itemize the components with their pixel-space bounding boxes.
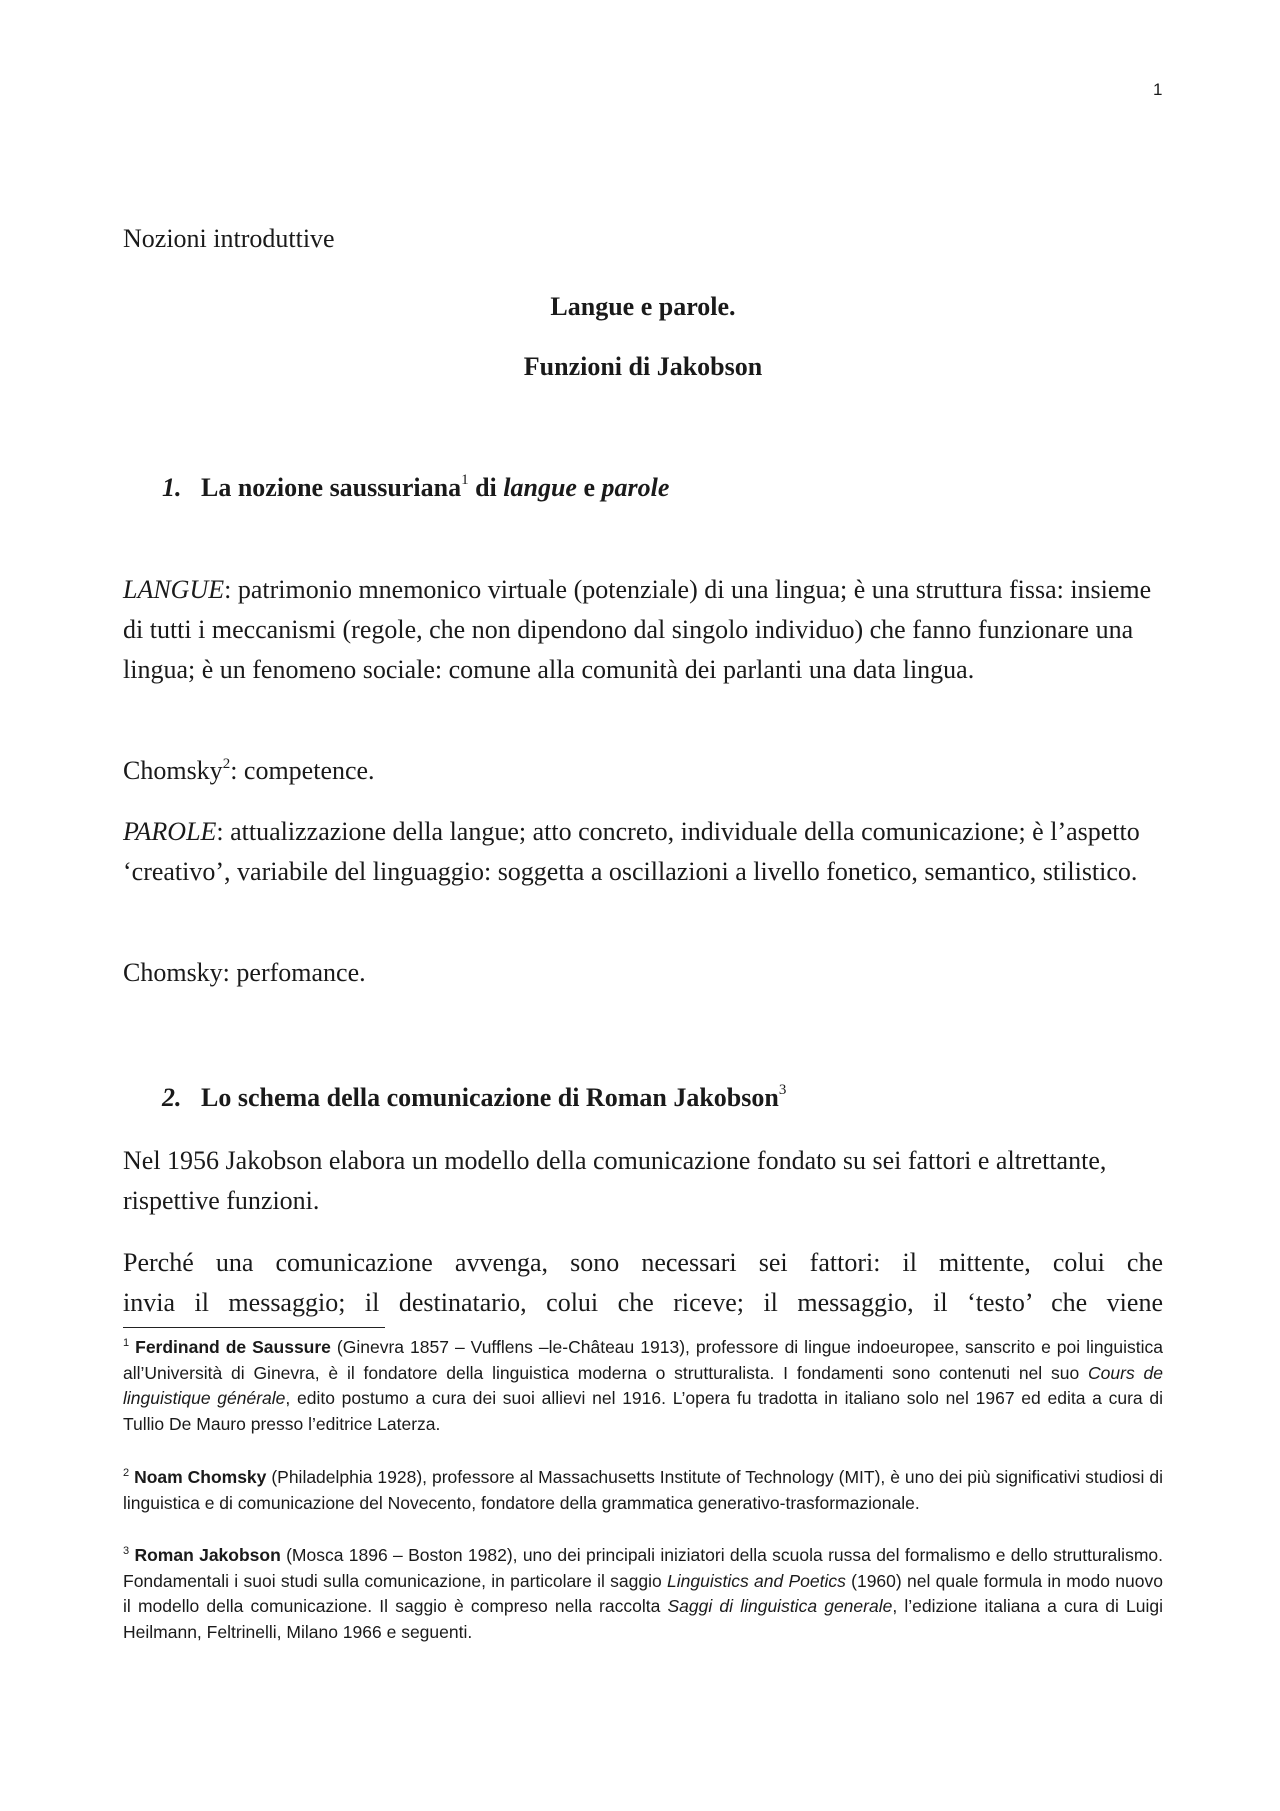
chomsky-name: Chomsky <box>123 756 223 785</box>
section-2-text: Lo schema della comunicazione di Roman Jakobson <box>201 1083 779 1112</box>
footnote-3-number: 3 <box>123 1545 130 1557</box>
footnote-2-number: 2 <box>123 1467 130 1479</box>
chomsky-competence <box>123 751 1163 791</box>
langue-paragraph <box>123 570 1163 690</box>
footnote-2-name: Noam Chomsky <box>134 1467 267 1487</box>
chomsky-competence-text: : competence. <box>230 756 375 785</box>
section-2-number: 2. <box>162 1083 182 1112</box>
footnote-ref-1[interactable]: 1 <box>461 472 469 488</box>
paragraph-perche-line-1: Perché una comunicazione avvenga, sono necessari sei fattori: il mittente, colui che <box>123 1248 1163 1277</box>
title-line-2: Funzioni di Jakobson <box>523 352 763 381</box>
section-1-e: e <box>576 473 602 502</box>
paragraph-1956: Nel 1956 Jakobson elabora un modello della comunicazione fondato su sei fattori e altrettante, rispettive funzioni. <box>123 1146 1107 1215</box>
footnote-3-text-b: (1960) nel quale formula in modo nuovo il modello della comunicazione. Il saggio è compreso nella raccolta <box>123 1570 1163 1616</box>
footnote-ref-2[interactable]: 2 <box>222 756 231 772</box>
footnote-2 <box>123 1465 1163 1516</box>
parole-term: PAROLE <box>123 817 217 846</box>
footnote-1-number: 1 <box>123 1337 130 1349</box>
footnote-1 <box>123 1335 1163 1437</box>
footnote-1-text-a: (Ginevra 1857 – Vufflens –le-Château 1913), professore di lingue indoeuropee, sanscrito e poi linguistica all’Università di Ginevra, è il fondatore della linguistica moderna o strutturalista. I fondamenti sono contenuti nel suo <box>123 1337 1163 1383</box>
page-number: 1 <box>1153 80 1163 99</box>
footnote-ref-3[interactable]: 3 <box>778 1082 787 1098</box>
footnote-1-text-b: , edito postumo a cura dei suoi allievi nel 1916. L’opera fu tradotta in italiano solo nel 1967 ed edita a cura di Tullio De Mauro presso l’editrice Laterza. <box>123 1388 1163 1434</box>
section-1-term-langue: langue <box>503 473 577 502</box>
section-1-text: La nozione saussuriana <box>201 473 462 502</box>
footnote-2-text: (Philadelphia 1928), professore al Massachusetts Institute of Technology (MIT), è uno dei più significativi studiosi di linguistica e di comunicazione del Novecento, fondatore della grammatica generativo-trasformazionale. <box>123 1467 1163 1513</box>
section-1-number: 1. <box>162 473 182 502</box>
footnote-separator <box>123 1327 385 1328</box>
section-1-di: di <box>468 473 504 502</box>
langue-term: LANGUE <box>123 575 225 604</box>
chomsky-performance: Chomsky: perfomance. <box>123 958 366 987</box>
footnote-1-name: Ferdinand de Saussure <box>135 1337 331 1357</box>
footnote-3 <box>123 1543 1163 1645</box>
parole-text: : attualizzazione della langue; atto concreto, individuale della comunicazione; è l’aspetto ‘creativo’, variabile del linguaggio: soggetta a oscillazioni a livello fonetico, semantico, stilistico. <box>123 817 1140 886</box>
langue-text: : patrimonio mnemonico virtuale (potenziale) di una lingua; è una struttura fissa: insieme di tutti i meccanismi (regole, che non dipendono dal singolo individuo) che fanno funzionare una lingua; è un fenomeno sociale: comune alla comunità dei parlanti una data lingua. <box>123 575 1152 684</box>
section-2-heading <box>162 1081 1202 1115</box>
footnote-3-text-a: (Mosca 1896 – Boston 1982), uno dei principali iniziatori della scuola russa del formalismo e dello strutturalismo. Fondamentali i suoi studi sulla comunicazione, in particolare il saggio <box>123 1545 1163 1591</box>
footnote-3-italic-a: Linguistics and Poetics <box>667 1570 846 1591</box>
paragraph-perche-line-2: invia il messaggio; il destinatario, colui che riceve; il messaggio, il ‘testo’ che viene <box>123 1288 1163 1317</box>
section-1-term-parole: parole <box>601 473 670 502</box>
footnote-1-italic: Cours de linguistique générale <box>123 1362 1163 1408</box>
parole-paragraph <box>123 812 1163 892</box>
footnote-3-italic-b: Saggi di linguistica generale <box>667 1596 893 1616</box>
footnote-3-text-c: , l’edizione italiana a cura di Luigi Heilmann, Feltrinelli, Milano 1966 e seguenti. <box>123 1596 1164 1642</box>
intro-label: Nozioni introduttive <box>123 224 335 253</box>
footnote-3-name: Roman Jakobson <box>134 1545 281 1565</box>
title-line-1: Langue e parole. <box>550 292 736 321</box>
section-1-heading <box>162 471 1202 505</box>
